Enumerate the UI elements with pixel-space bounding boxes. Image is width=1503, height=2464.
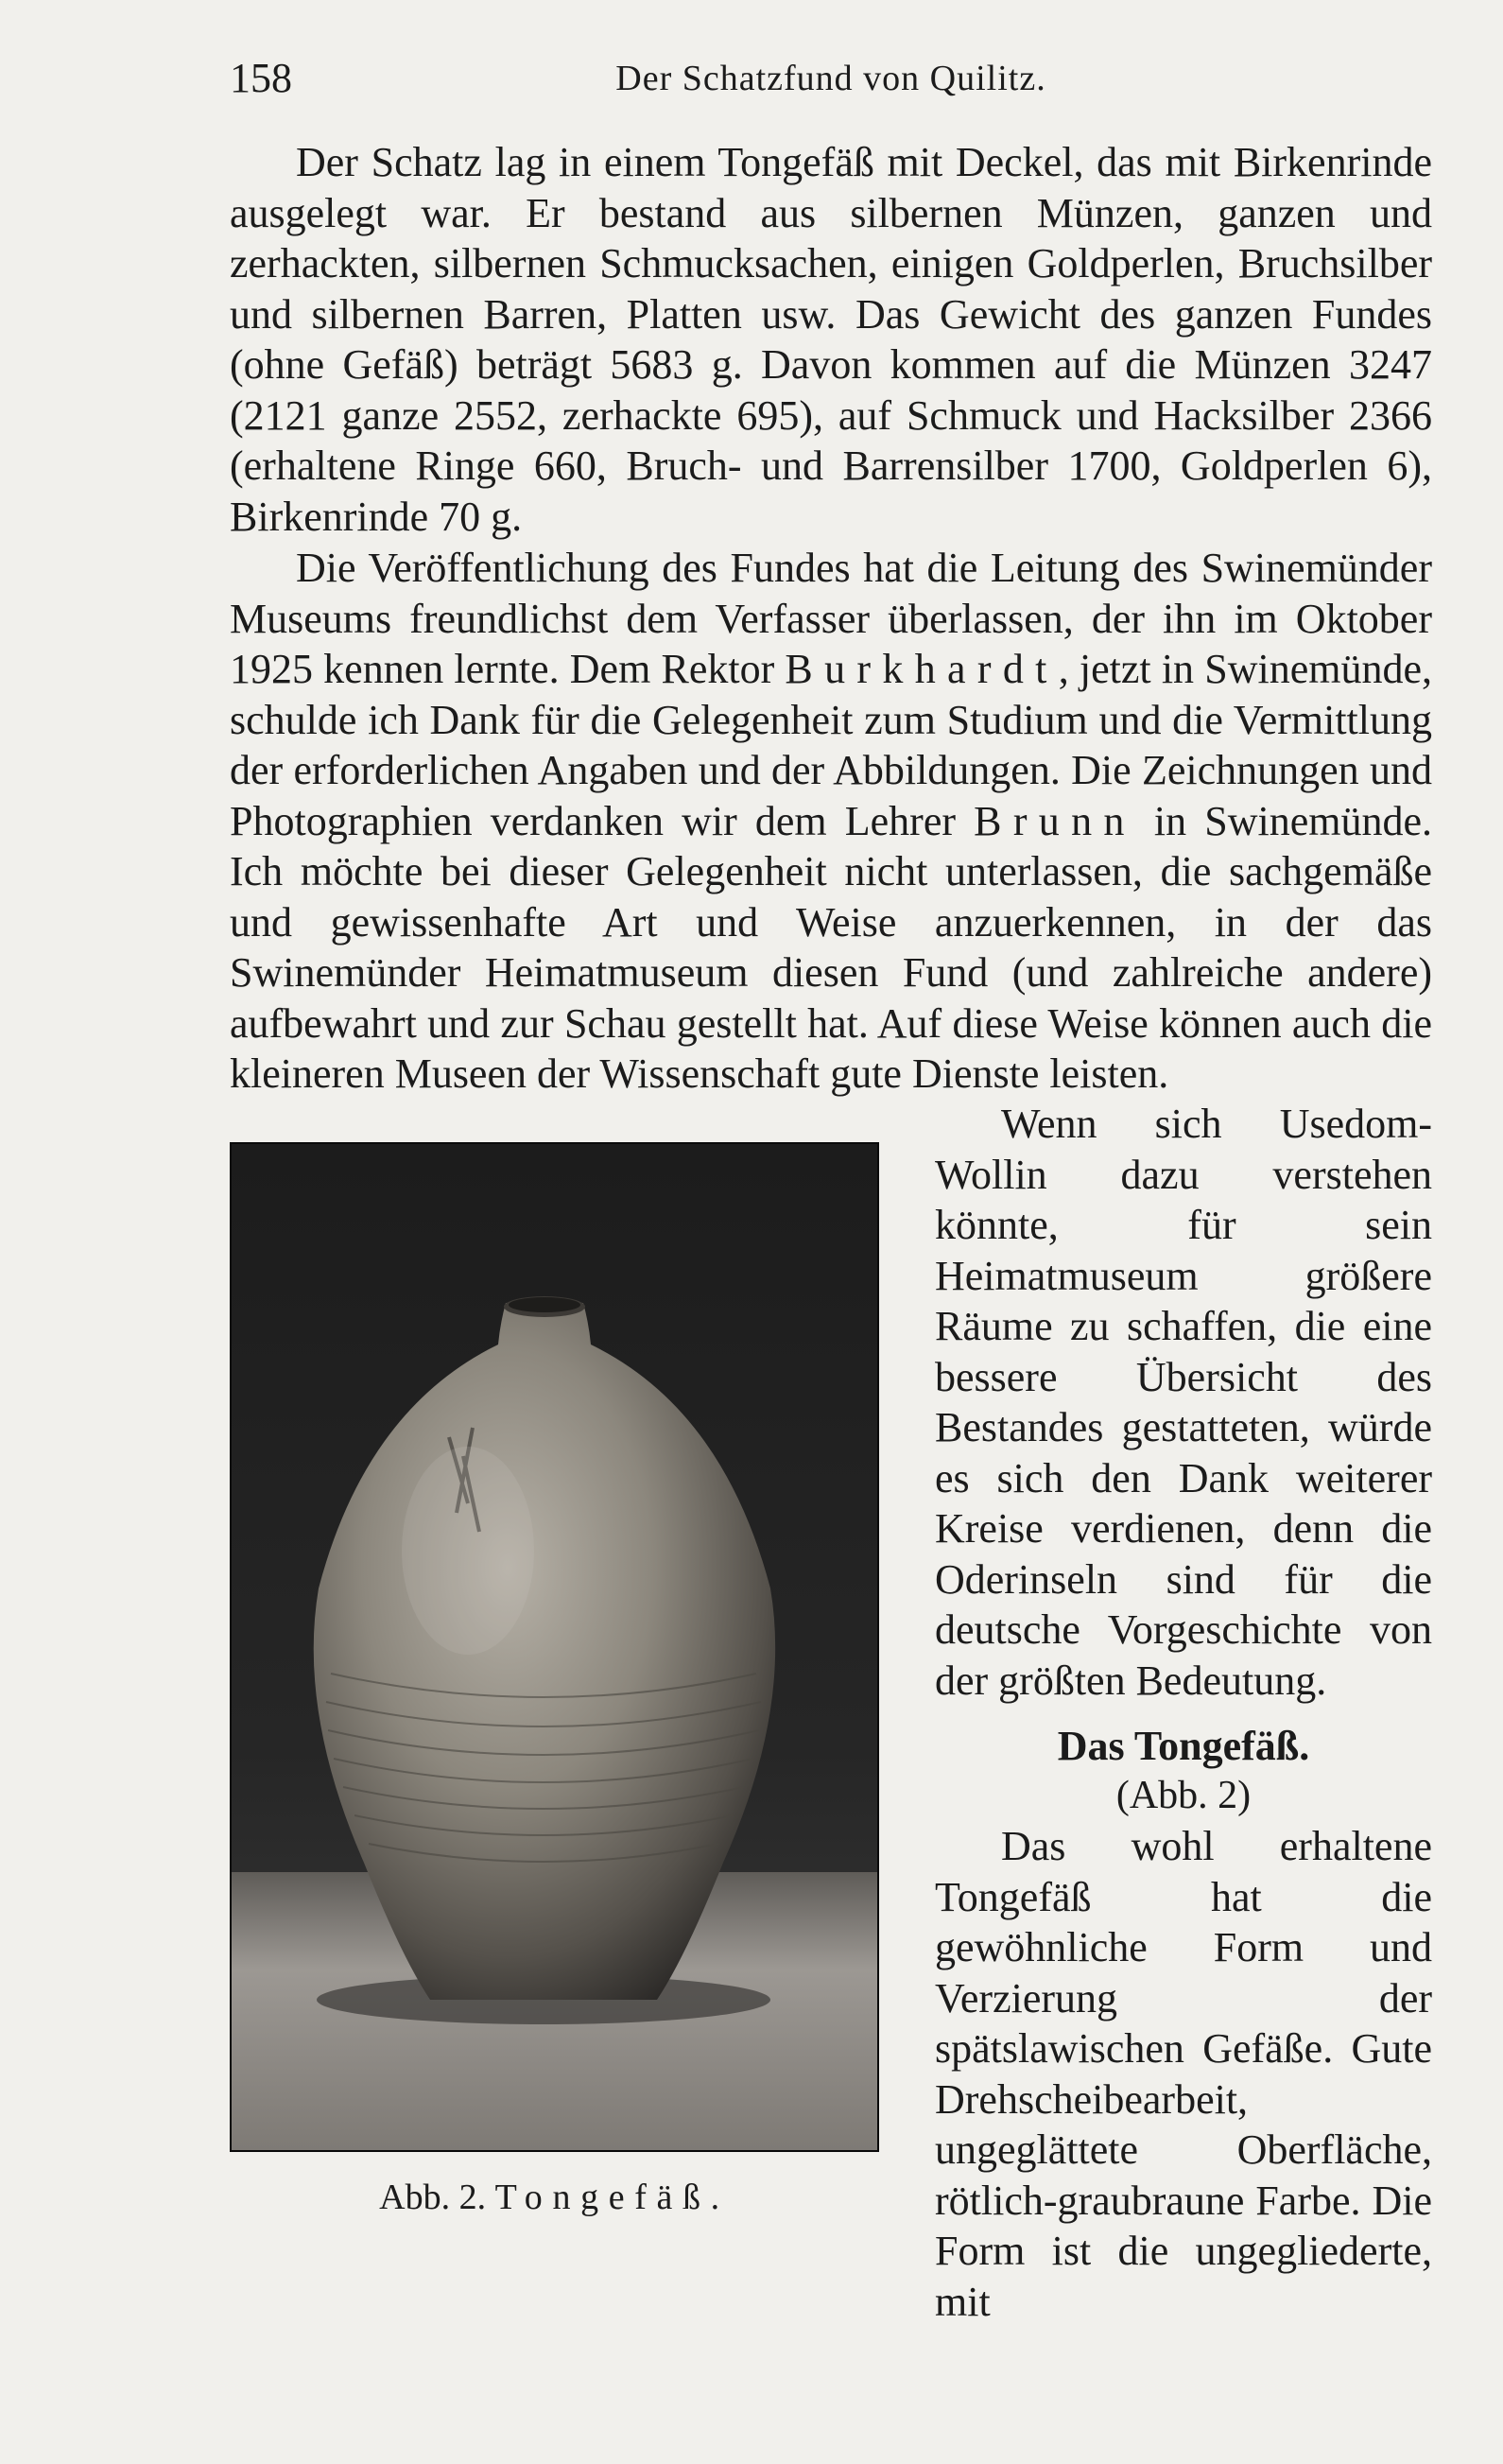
paragraph-vessel-description: Das wohl erhaltene Tongefäß hat die gewöhnliche Form und Verzierung der spätslawischen Gefäße. Gute Drehscheibearbeit, ungeglättete Oberfläche, rötlich-graubraune Farbe. Die Form ist die ungegliederte, mit [935,1823,1432,2325]
paragraph-treasure-contents: Der Schatz lag in einem Tongefäß mit Deckel, das mit Birkenrinde ausgelegt war. Er bestand aus silbernen Münzen, ganzen und zerhackten, silbernen Schmucksachen, einigen Goldperlen, Bruchsilber und silbernen Barren, Platten usw. Das Gewicht des ganzen Fundes (ohne Gefäß) beträgt 5683 g. Davon kommen auf die Münzen 3247 (2121 ganze 2552, zerhackte 695), auf Schmuck und Hacksilber 2366 (erhaltene Ringe 660, Bruch- und Barrensilber 1700, Goldperlen 6), Birkenrinde 70 g. [230,139,1432,540]
page-number: 158 [230,55,292,101]
page-header [230,45,1432,112]
running-title: Der Schatzfund von Quilitz. [615,59,1046,98]
paragraph-text: , jetzt in Swinemünde, schulde ich Dank für die Gelegenheit zum Studium und die Vermittlung der erforderlichen Angaben und der Abbildungen. Die Zeichnungen und Photographien verdanken wir dem Lehrer [230,646,1432,844]
figure-caption-title: Tongefäß. [494,2178,730,2217]
paragraph-text: Die Veröffentlichung des Fundes hat die Leitung des Swinemünder Museums freundlichst dem Verfasser überlassen, der ihn im Oktober 1925 kennen lernte. Dem Rektor [230,545,1432,692]
paragraph-text: in Swinemünde. Ich möchte bei dieser Gelegenheit nicht unterlassen, die sachgemäße und gewissenhafte Art und Weise anzuerkennen, in der das Swinemünder Heimatmuseum diesen Fund (und zahlreiche andere) aufbewahrt und zur Schau gestellt hat. Auf diese Weise können auch die kleineren Museen der Wissenschaft gute Dienste leisten. [230,797,1432,1097]
paragraph-acknowledgements [230,543,1432,1100]
vessel-photograph [230,1142,879,2152]
person-name-burkhardt: Burkhardt [785,646,1059,692]
section-heading: Das Tongefäß. [1057,1723,1310,1769]
figure-caption [230,2173,879,2223]
clay-vessel-image [232,1144,877,2150]
paragraph-museum-appeal: Wenn sich Usedom-Wollin dazu verstehen könnte, für sein Heimatmuseum größere Räume zu schaffen, die eine bessere Übersicht des Bestandes gestatteten, würde es sich den Dank weiterer Kreise verdienen, denn die Oderinseln sind für die deutsche Vorgeschichte von der größten Bedeutung. [935,1101,1432,1704]
section-figure-reference: (Abb. 2) [1115,1774,1252,1817]
figure-caption-prefix: Abb. 2. [379,2178,487,2217]
person-name-brunn: Brunn [974,797,1136,844]
